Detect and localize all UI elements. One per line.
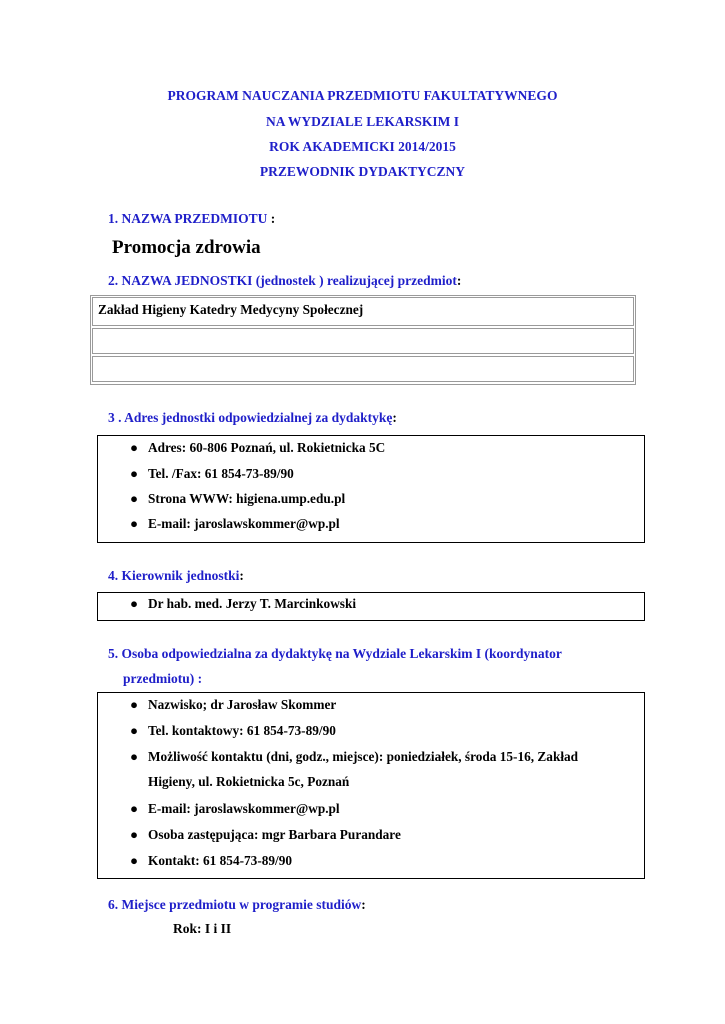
section-3-label: 3 . Adres jednostki odpowiedzialnej za dydaktykę (108, 410, 393, 425)
section-2-colon: : (456, 273, 462, 288)
coordinator-phone: Tel. kontaktowy: 61 854-73-89/90 (148, 723, 336, 738)
head-name: Dr hab. med. Jerzy T. Marcinkowski (148, 596, 357, 611)
doc-title-line1: PROGRAM NAUCZANIA PRZEDMIOTU FAKULTATYWNEGO (167, 88, 558, 103)
section-1-heading (108, 211, 275, 227)
section-4-colon: : (239, 568, 244, 583)
section-3-heading (108, 410, 397, 426)
unit-name: Zakład Higieny Katedry Medycyny Społecznej (98, 302, 364, 317)
section-6-heading (108, 897, 366, 913)
list-item (130, 749, 578, 765)
address-text: Adres: 60-806 Poznań, ul. Rokietnicka 5C (148, 440, 386, 455)
head-box (97, 592, 645, 621)
list-item (130, 697, 336, 713)
unit-table (90, 295, 636, 385)
list-item (130, 801, 340, 817)
section-4-heading (108, 568, 244, 584)
section-2-label: 2. NAZWA JEDNOSTKI (jednostek ) realizującej przedmiot (108, 273, 457, 288)
unit-table-row (92, 356, 634, 382)
list-item (130, 440, 385, 456)
section-4-label: 4. Kierownik jednostki (108, 568, 240, 583)
section-5-heading (108, 646, 562, 662)
subject-name: Promocja zdrowia (112, 237, 261, 258)
coordinator-email: E-mail: jaroslawskommer@wp.pl (148, 801, 340, 816)
phone-text: Tel. /Fax: 61 854-73-89/90 (148, 466, 294, 481)
bullet-icon: ● (130, 596, 139, 611)
list-item (130, 516, 340, 532)
list-item (130, 827, 401, 843)
bullet-icon: ● (130, 723, 139, 738)
contact-place: Higieny, ul. Rokietnicka 5c, Poznań (148, 774, 350, 789)
substitute-contact: Kontakt: 61 854-73-89/90 (148, 853, 293, 868)
doc-title-line4: PRZEWODNIK DYDAKTYCZNY (259, 164, 466, 179)
list-item (130, 723, 336, 739)
bullet-icon: ● (130, 466, 139, 481)
bullet-icon: ● (130, 749, 139, 764)
list-item (130, 466, 294, 482)
unit-table-row (92, 328, 634, 354)
substitute-person: Osoba zastępująca: mgr Barbara Purandare (148, 827, 401, 842)
section-1-label: 1. NAZWA PRZEDMIOTU (108, 211, 268, 226)
bullet-icon: ● (130, 491, 139, 506)
list-item (130, 853, 292, 869)
address-box (97, 435, 645, 543)
website-text: Strona WWW: higiena.ump.edu.pl (148, 491, 346, 506)
section-1-colon: : (267, 211, 276, 226)
coordinator-name: Nazwisko; dr Jarosław Skommer (148, 697, 337, 712)
bullet-icon: ● (130, 516, 139, 531)
section-5-label-cont: przedmiotu) : (123, 671, 203, 686)
email-text: E-mail: jaroslawskommer@wp.pl (148, 516, 340, 531)
bullet-icon: ● (130, 440, 139, 455)
section-3-colon: : (392, 410, 397, 425)
contact-hours: Możliwość kontaktu (dni, godz., miejsce): poniedziałek, środa 15-16, Zakład (148, 749, 579, 764)
bullet-icon: ● (130, 853, 139, 868)
bullet-icon: ● (130, 827, 139, 842)
doc-title-line3: ROK AKADEMICKI 2014/2015 (269, 139, 456, 154)
list-item (130, 491, 345, 507)
list-item (130, 596, 356, 612)
bullet-icon: ● (130, 697, 139, 712)
coordinator-box (97, 692, 645, 879)
section-6-colon: : (361, 897, 366, 912)
section-2-heading (108, 273, 461, 289)
section-5-heading-cont (123, 671, 202, 687)
doc-title-line2: NA WYDZIALE LEKARSKIM I (266, 114, 459, 129)
list-item-continuation (148, 774, 349, 790)
study-year: Rok: I i II (173, 921, 232, 936)
section-6-label: 6. Miejsce przedmiotu w programie studiów (108, 897, 362, 912)
unit-table-row (92, 297, 634, 326)
bullet-icon: ● (130, 801, 139, 816)
section-5-label: 5. Osoba odpowiedzialna za dydaktykę na Wydziale Lekarskim I (koordynator (108, 646, 562, 661)
